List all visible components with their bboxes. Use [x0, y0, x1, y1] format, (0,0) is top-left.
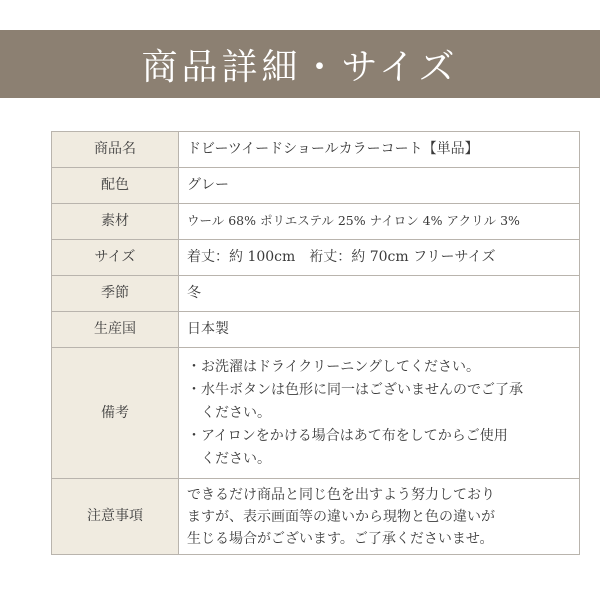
- label-remarks: 備考: [52, 348, 179, 479]
- remarks-line: ください。: [187, 404, 271, 421]
- label-material: 素材: [52, 204, 179, 240]
- value-product-name: ドビーツイードショールカラーコート【単品】: [179, 132, 580, 168]
- remarks-line: ください。: [187, 450, 271, 467]
- table-row-size: [52, 240, 580, 276]
- remarks-line: ・アイロンをかける場合はあて布をしてからご使用: [187, 427, 508, 444]
- label-season: 季節: [52, 276, 179, 312]
- table-row-product-name: [52, 132, 580, 168]
- table-row-material: [52, 204, 580, 240]
- table-row-notes: [52, 479, 580, 555]
- value-origin: 日本製: [179, 312, 580, 348]
- notes-line: できるだけ商品と同じ色を出すよう努力しており: [187, 486, 495, 503]
- title-banner: [0, 30, 600, 98]
- label-color: 配色: [52, 168, 179, 204]
- table-row-season: [52, 276, 580, 312]
- product-spec-table: [51, 131, 580, 555]
- table-row-origin: [52, 312, 580, 348]
- label-size: サイズ: [52, 240, 179, 276]
- value-remarks: [179, 348, 580, 479]
- page-title: 商品詳細・サイズ: [141, 46, 459, 88]
- table-row-remarks: [52, 348, 580, 479]
- value-material: ウール 68% ポリエステル 25% ナイロン 4% アクリル 3%: [179, 204, 580, 240]
- label-origin: 生産国: [52, 312, 179, 348]
- value-color: グレー: [179, 168, 580, 204]
- label-product-name: 商品名: [52, 132, 179, 168]
- notes-line: ますが、表示画面等の違いから現物と色の違いが: [187, 508, 495, 525]
- table-row-color: [52, 168, 580, 204]
- value-size: 着丈：約 100cm 裄丈：約 70cm フリーサイズ: [179, 240, 580, 276]
- notes-line: 生じる場合がございます。ご了承くださいませ。: [187, 530, 494, 547]
- remarks-line: ・お洗濯はドライクリーニングしてください。: [187, 358, 481, 375]
- label-notes: 注意事項: [52, 479, 179, 555]
- remarks-line: ・水牛ボタンは色形に同一はございませんのでご了承: [187, 381, 523, 398]
- value-notes: [179, 479, 580, 555]
- value-season: 冬: [179, 276, 580, 312]
